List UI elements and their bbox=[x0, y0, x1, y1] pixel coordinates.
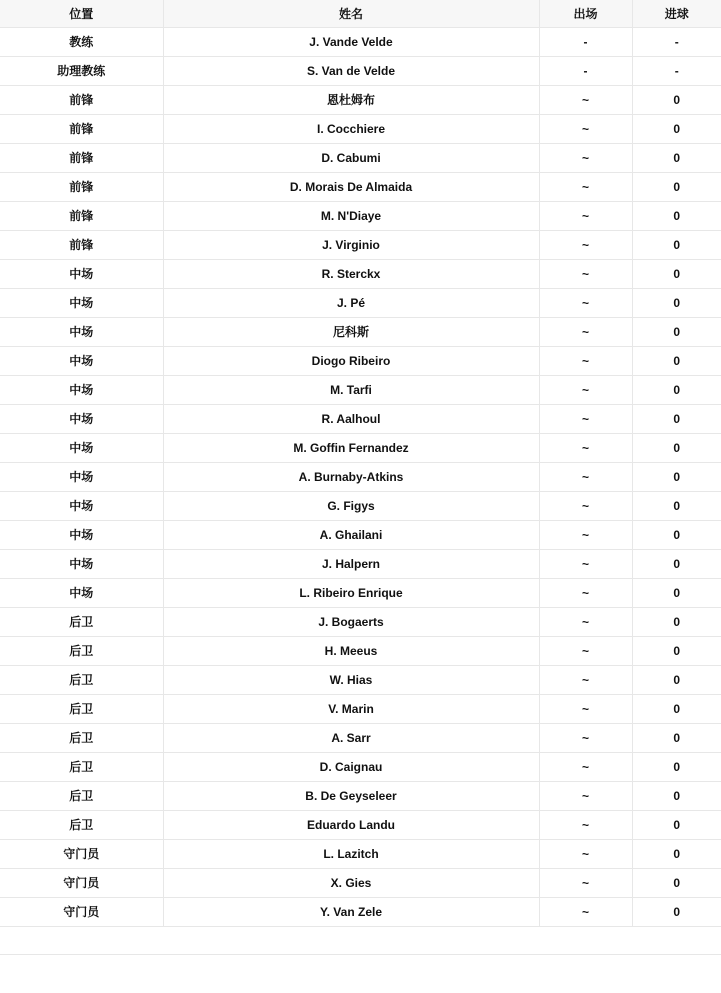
goals-cell: 0 bbox=[632, 549, 721, 578]
goals-cell: 0 bbox=[632, 259, 721, 288]
goals-cell: 0 bbox=[632, 143, 721, 172]
position-cell: 后卫 bbox=[0, 694, 163, 723]
table-row[interactable] bbox=[0, 636, 721, 665]
table-row[interactable] bbox=[0, 723, 721, 752]
position-cell: 中场 bbox=[0, 462, 163, 491]
goals-cell: 0 bbox=[632, 839, 721, 868]
table-row[interactable] bbox=[0, 433, 721, 462]
appearances-cell: ~ bbox=[539, 491, 632, 520]
appearances-cell: ~ bbox=[539, 172, 632, 201]
appearances-cell: - bbox=[539, 27, 632, 56]
position-cell: 后卫 bbox=[0, 781, 163, 810]
appearances-cell: ~ bbox=[539, 317, 632, 346]
goals-cell: 0 bbox=[632, 607, 721, 636]
appearances-cell: ~ bbox=[539, 346, 632, 375]
position-cell: 中场 bbox=[0, 404, 163, 433]
position-cell: 中场 bbox=[0, 433, 163, 462]
appearances-cell: ~ bbox=[539, 85, 632, 114]
position-cell: 助理教练 bbox=[0, 56, 163, 85]
appearances-cell: ~ bbox=[539, 114, 632, 143]
name-cell: W. Hias bbox=[163, 665, 539, 694]
table-row[interactable] bbox=[0, 607, 721, 636]
goals-cell: 0 bbox=[632, 897, 721, 926]
name-cell: J. Halpern bbox=[163, 549, 539, 578]
position-cell: 中场 bbox=[0, 491, 163, 520]
name-cell: Eduardo Landu bbox=[163, 810, 539, 839]
position-cell: 后卫 bbox=[0, 723, 163, 752]
name-cell: A. Sarr bbox=[163, 723, 539, 752]
appearances-cell: ~ bbox=[539, 781, 632, 810]
position-cell: 后卫 bbox=[0, 810, 163, 839]
goals-cell: 0 bbox=[632, 114, 721, 143]
table-row[interactable] bbox=[0, 549, 721, 578]
position-cell: 中场 bbox=[0, 288, 163, 317]
goals-cell: 0 bbox=[632, 810, 721, 839]
appearances-cell: ~ bbox=[539, 752, 632, 781]
name-cell: L. Ribeiro Enrique bbox=[163, 578, 539, 607]
table-row[interactable] bbox=[0, 317, 721, 346]
appearances-cell: ~ bbox=[539, 259, 632, 288]
appearances-cell: ~ bbox=[539, 578, 632, 607]
name-cell: X. Gies bbox=[163, 868, 539, 897]
table-row[interactable] bbox=[0, 520, 721, 549]
goals-cell: 0 bbox=[632, 781, 721, 810]
position-cell: 中场 bbox=[0, 259, 163, 288]
appearances-cell: ~ bbox=[539, 549, 632, 578]
position-cell: 中场 bbox=[0, 520, 163, 549]
goals-cell: 0 bbox=[632, 491, 721, 520]
name-cell: H. Meeus bbox=[163, 636, 539, 665]
position-cell: 教练 bbox=[0, 27, 163, 56]
goals-cell: 0 bbox=[632, 346, 721, 375]
position-cell: 后卫 bbox=[0, 665, 163, 694]
name-cell: M. Goffin Fernandez bbox=[163, 433, 539, 462]
table-row[interactable] bbox=[0, 85, 721, 114]
goals-cell: 0 bbox=[632, 752, 721, 781]
name-cell: A. Burnaby-Atkins bbox=[163, 462, 539, 491]
table-row[interactable] bbox=[0, 839, 721, 868]
name-cell: S. Van de Velde bbox=[163, 56, 539, 85]
table-row[interactable] bbox=[0, 868, 721, 897]
table-row[interactable] bbox=[0, 27, 721, 56]
goals-cell: 0 bbox=[632, 462, 721, 491]
name-cell: M. N'Diaye bbox=[163, 201, 539, 230]
goals-cell: 0 bbox=[632, 201, 721, 230]
appearances-cell: ~ bbox=[539, 897, 632, 926]
name-cell: J. Pé bbox=[163, 288, 539, 317]
table-row[interactable] bbox=[0, 114, 721, 143]
table-row[interactable] bbox=[0, 578, 721, 607]
goals-cell: 0 bbox=[632, 694, 721, 723]
name-cell: R. Sterckx bbox=[163, 259, 539, 288]
appearances-cell: ~ bbox=[539, 462, 632, 491]
position-cell: 守门员 bbox=[0, 868, 163, 897]
position-cell: 中场 bbox=[0, 549, 163, 578]
column-header-appearances: 出场 bbox=[539, 0, 632, 27]
position-cell: 中场 bbox=[0, 317, 163, 346]
goals-cell: 0 bbox=[632, 230, 721, 259]
appearances-cell: ~ bbox=[539, 839, 632, 868]
name-cell: R. Aalhoul bbox=[163, 404, 539, 433]
position-cell: 前锋 bbox=[0, 230, 163, 259]
goals-cell: 0 bbox=[632, 288, 721, 317]
table-row[interactable] bbox=[0, 143, 721, 172]
position-cell: 中场 bbox=[0, 346, 163, 375]
table-row[interactable] bbox=[0, 404, 721, 433]
position-cell: 后卫 bbox=[0, 636, 163, 665]
table-row[interactable] bbox=[0, 665, 721, 694]
table-row[interactable] bbox=[0, 201, 721, 230]
appearances-cell: ~ bbox=[539, 636, 632, 665]
name-cell: D. Cabumi bbox=[163, 143, 539, 172]
table-row[interactable] bbox=[0, 694, 721, 723]
name-cell: J. Virginio bbox=[163, 230, 539, 259]
position-cell: 中场 bbox=[0, 578, 163, 607]
table-row[interactable] bbox=[0, 897, 721, 926]
name-cell: Diogo Ribeiro bbox=[163, 346, 539, 375]
position-cell: 前锋 bbox=[0, 114, 163, 143]
appearances-cell: ~ bbox=[539, 868, 632, 897]
table-header bbox=[0, 0, 721, 27]
table-row[interactable] bbox=[0, 491, 721, 520]
appearances-cell: ~ bbox=[539, 201, 632, 230]
appearances-cell: ~ bbox=[539, 143, 632, 172]
position-cell: 前锋 bbox=[0, 201, 163, 230]
name-cell: Y. Van Zele bbox=[163, 897, 539, 926]
column-header-name: 姓名 bbox=[163, 0, 539, 27]
name-cell: D. Caignau bbox=[163, 752, 539, 781]
goals-cell: 0 bbox=[632, 172, 721, 201]
column-header-goals: 进球 bbox=[632, 0, 721, 27]
appearances-cell: ~ bbox=[539, 433, 632, 462]
appearances-cell: ~ bbox=[539, 723, 632, 752]
appearances-cell: ~ bbox=[539, 810, 632, 839]
position-cell: 前锋 bbox=[0, 143, 163, 172]
goals-cell: 0 bbox=[632, 375, 721, 404]
table-row[interactable] bbox=[0, 288, 721, 317]
position-cell: 中场 bbox=[0, 375, 163, 404]
name-cell: I. Cocchiere bbox=[163, 114, 539, 143]
name-cell: A. Ghailani bbox=[163, 520, 539, 549]
name-cell: L. Lazitch bbox=[163, 839, 539, 868]
appearances-cell: ~ bbox=[539, 607, 632, 636]
position-cell: 前锋 bbox=[0, 172, 163, 201]
goals-cell: 0 bbox=[632, 317, 721, 346]
goals-cell: - bbox=[632, 27, 721, 56]
appearances-cell: ~ bbox=[539, 520, 632, 549]
table-footer-spacer bbox=[0, 927, 721, 955]
position-cell: 守门员 bbox=[0, 897, 163, 926]
position-cell: 前锋 bbox=[0, 85, 163, 114]
table-row[interactable] bbox=[0, 810, 721, 839]
position-cell: 后卫 bbox=[0, 752, 163, 781]
table-row[interactable] bbox=[0, 462, 721, 491]
goals-cell: 0 bbox=[632, 578, 721, 607]
name-cell: 恩杜姆布 bbox=[163, 85, 539, 114]
appearances-cell: ~ bbox=[539, 375, 632, 404]
table-body bbox=[0, 27, 721, 926]
table-row[interactable] bbox=[0, 346, 721, 375]
table-row[interactable] bbox=[0, 56, 721, 85]
appearances-cell: ~ bbox=[539, 694, 632, 723]
position-cell: 守门员 bbox=[0, 839, 163, 868]
goals-cell: 0 bbox=[632, 665, 721, 694]
goals-cell: 0 bbox=[632, 404, 721, 433]
table-row[interactable] bbox=[0, 259, 721, 288]
goals-cell: 0 bbox=[632, 85, 721, 114]
goals-cell: 0 bbox=[632, 520, 721, 549]
header-row bbox=[0, 0, 721, 27]
table-row[interactable] bbox=[0, 172, 721, 201]
name-cell: J. Bogaerts bbox=[163, 607, 539, 636]
goals-cell: - bbox=[632, 56, 721, 85]
goals-cell: 0 bbox=[632, 433, 721, 462]
appearances-cell: ~ bbox=[539, 404, 632, 433]
appearances-cell: ~ bbox=[539, 230, 632, 259]
appearances-cell: ~ bbox=[539, 665, 632, 694]
goals-cell: 0 bbox=[632, 723, 721, 752]
table-row[interactable] bbox=[0, 781, 721, 810]
name-cell: V. Marin bbox=[163, 694, 539, 723]
appearances-cell: ~ bbox=[539, 288, 632, 317]
name-cell: D. Morais De Almaida bbox=[163, 172, 539, 201]
table-row[interactable] bbox=[0, 752, 721, 781]
name-cell: 尼科斯 bbox=[163, 317, 539, 346]
column-header-position: 位置 bbox=[0, 0, 163, 27]
name-cell: J. Vande Velde bbox=[163, 27, 539, 56]
table-row[interactable] bbox=[0, 230, 721, 259]
position-cell: 后卫 bbox=[0, 607, 163, 636]
goals-cell: 0 bbox=[632, 868, 721, 897]
name-cell: M. Tarfi bbox=[163, 375, 539, 404]
table-row[interactable] bbox=[0, 375, 721, 404]
name-cell: B. De Geyseleer bbox=[163, 781, 539, 810]
appearances-cell: - bbox=[539, 56, 632, 85]
goals-cell: 0 bbox=[632, 636, 721, 665]
name-cell: G. Figys bbox=[163, 491, 539, 520]
